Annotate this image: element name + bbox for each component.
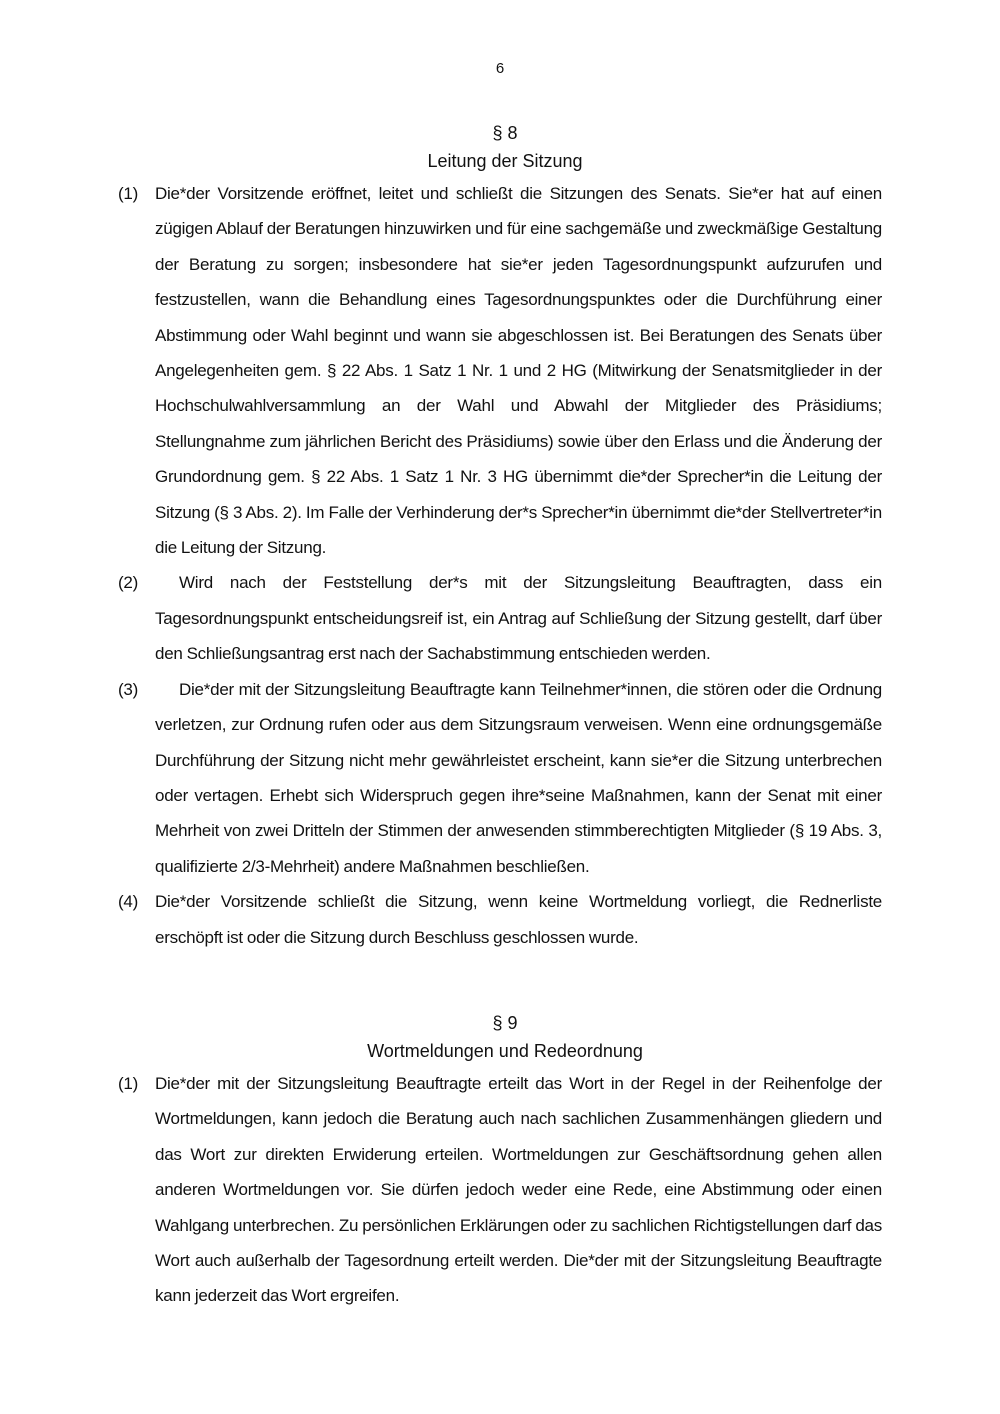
- paragraph-number: (1): [118, 1074, 139, 1093]
- paragraph: [118, 565, 882, 671]
- section-title: Leitung der Sitzung: [427, 151, 583, 171]
- paragraph-text: Die*der Vorsitzende eröffnet, leitet und schließt die Sitzungen des Senats. Sie*er hat auf einen zügigen Ablauf der Beratungen hinzuwirken und für eine sachgemäße und zweckmäßige Gestaltung der Beratung zu sorgen; insbesondere hat sie*er jeden Tagesordnungspunkt aufzurufen und festzustellen, wann die Behandlung eines Tagesordnungspunktes oder die Durchführung einer Abstimmung oder Wahl beginnt und wann sie abgeschlossen ist. Bei Beratungen des Senats über Angelegenheiten gem. § 22 Abs. 1 Satz 1 Nr. 1 und 2 HG (Mitwirkung der Senatsmitglieder in der Hochschulwahlversammlung an der Wahl und Abwahl der Mitglieder des Präsidiums; Stellungnahme zum jährlichen Bericht des Präsidiums) sowie über den Erlass und die Änderung der Grundordnung gem. § 22 Abs. 1 Satz 1 Nr. 3 HG übernimmt die*der Sprecher*in die Leitung der Sitzung (§ 3 Abs. 2). Im Falle der Verhinderung der*s Sprecher*in übernimmt die*der Stellvertreter*in die Leitung der Sitzung.: [155, 184, 882, 558]
- paragraph-number: (2): [118, 573, 139, 593]
- paragraph-number: (3): [118, 679, 139, 699]
- paragraph: [118, 884, 882, 955]
- paragraph: [118, 1066, 882, 1314]
- paragraph-text: Die*der mit der Sitzungsleitung Beauftragte erteilt das Wort in der Regel in der Reihenfolge der Wortmeldungen, kann jedoch die Beratung auch nach sachlichen Zusammenhängen gliedern und das Wort zur direkten Erwiderung erteilen. Wortmeldungen zur Geschäftsordnung gehen allen anderen Wortmeldungen vor. Sie dürfen jedoch weder eine Rede, eine Abstimmung oder einen Wahlgang unterbrechen. Zu persönlichen Erklärungen oder zu sachlichen Richtigstellungen darf das Wort auch außerhalb der Tagesordnung erteilt werden. Die*der mit der Sitzungsleitung Beauftragte kann jederzeit das Wort ergreifen.: [155, 1074, 882, 1306]
- section-9: [118, 1010, 882, 1314]
- paragraph-text: Die*der Vorsitzende schließt die Sitzung, wenn keine Wortmeldung vorliegt, die Rednerliste erschöpft ist oder die Sitzung durch Beschluss geschlossen wurde.: [155, 892, 882, 947]
- page-number: 6: [495, 60, 505, 77]
- paragraph-text: Wird nach der Feststellung der*s mit der Sitzungsleitung Beauftragten, dass ein Tagesordnungspunkt entscheidungsreif ist, ein Antrag auf Schließung der Sitzung gestellt, darf über den Schließungsantrag erst nach der Sachabstimmung entschieden werden.: [155, 573, 882, 664]
- section-8: [118, 120, 882, 955]
- section-number: § 8: [492, 123, 518, 143]
- paragraph: [118, 176, 882, 565]
- paragraph-number: (1): [118, 184, 139, 203]
- paragraph-number: (4): [118, 892, 139, 912]
- paragraph-text: Die*der mit der Sitzungsleitung Beauftragte kann Teilnehmer*innen, die stören oder die Ordnung verletzen, zur Ordnung rufen oder aus dem Sitzungsraum verweisen. Wenn eine ordnungsgemäße Durchführung der Sitzung nicht mehr gewährleistet erscheint, kann sie*er die Sitzung unterbrechen oder vertagen. Erhebt sich Widerspruch gegen ihre*seine Maßnahmen, kann der Senat mit einer Mehrheit von zwei Dritteln der Stimmen der anwesenden stimmberechtigten Mitglieder (§ 19 Abs. 3, qualifizierte 2/3-Mehrheit) andere Maßnahmen beschließen.: [155, 679, 882, 876]
- paragraph: [118, 672, 882, 884]
- section-number: § 9: [492, 1013, 518, 1033]
- section-title: Wortmeldungen und Redeordnung: [367, 1041, 643, 1061]
